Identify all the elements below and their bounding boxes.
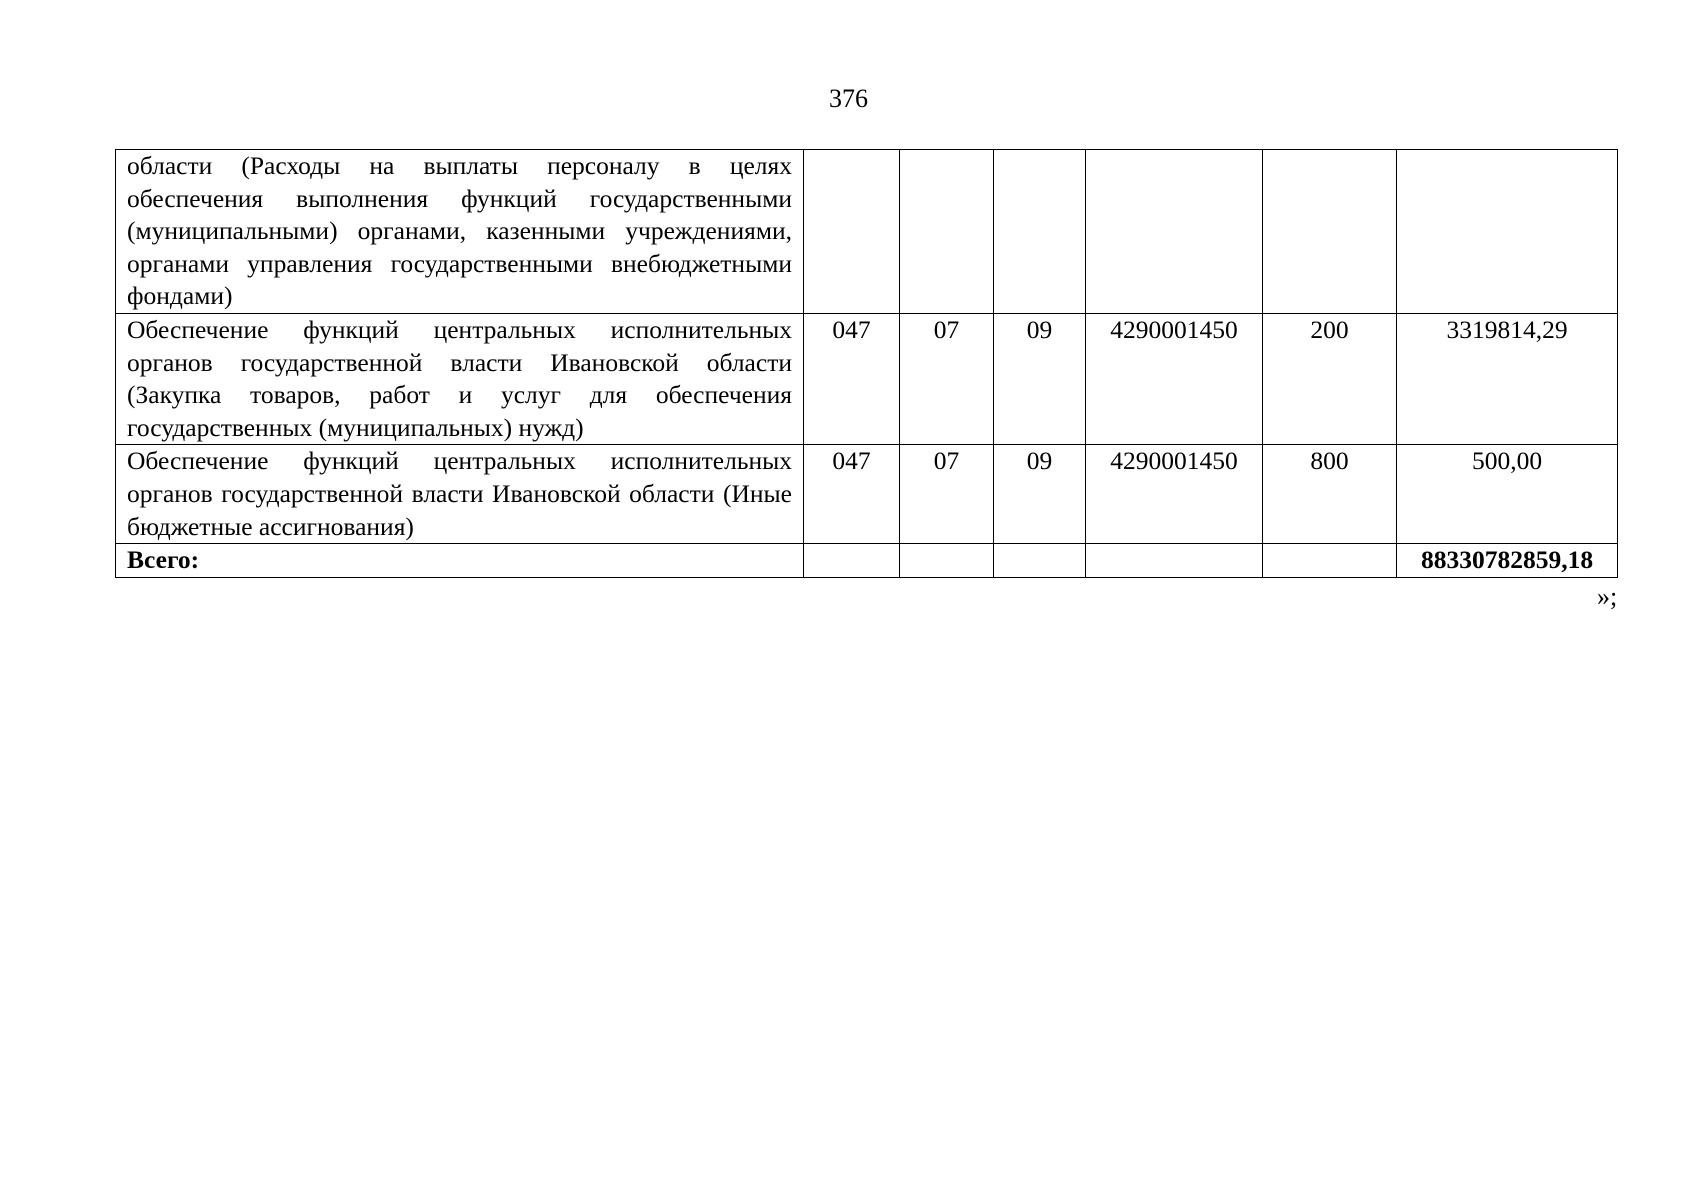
row-subsection-code	[994, 150, 1086, 314]
row-target-article	[1086, 150, 1263, 314]
row-description: области (Расходы на выплаты персоналу в целях обеспечения выполнения функций государственными (муниципальными) органами, казенными учреждениями, органами управления государственными внебюджетными фондами)	[116, 150, 804, 314]
row-target-article: 4290001450	[1086, 445, 1263, 544]
page-number: 376	[829, 84, 868, 113]
total-amount: 88330782859,18	[1397, 544, 1618, 578]
row-expense-type	[1263, 150, 1397, 314]
row-section-code: 07	[900, 445, 994, 544]
total-empty-cell	[1263, 544, 1397, 578]
row-ministry-code: 047	[804, 313, 900, 444]
row-expense-type: 800	[1263, 445, 1397, 544]
row-target-article: 4290001450	[1086, 313, 1263, 444]
row-ministry-code	[804, 150, 900, 314]
row-description: Обеспечение функций центральных исполнительных органов государственной власти Ивановской области (Иные бюджетные ассигнования)	[116, 445, 804, 544]
row-section-code: 07	[900, 313, 994, 444]
table-row	[116, 445, 1618, 544]
table-row	[116, 313, 1618, 444]
row-amount	[1397, 150, 1618, 314]
total-empty-cell	[804, 544, 900, 578]
row-ministry-code: 047	[804, 445, 900, 544]
row-section-code	[900, 150, 994, 314]
total-empty-cell	[900, 544, 994, 578]
row-amount: 3319814,29	[1397, 313, 1618, 444]
table-row	[116, 150, 1618, 314]
total-label: Всего:	[116, 544, 804, 578]
budget-table	[115, 149, 1618, 578]
row-subsection-code: 09	[994, 445, 1086, 544]
row-subsection-code: 09	[994, 313, 1086, 444]
total-empty-cell	[1086, 544, 1263, 578]
row-description: Обеспечение функций центральных исполнительных органов государственной власти Ивановской области (Закупка товаров, работ и услуг для обеспечения государственных (муниципальных) нужд)	[116, 313, 804, 444]
row-amount: 500,00	[1397, 445, 1618, 544]
row-expense-type: 200	[1263, 313, 1397, 444]
total-empty-cell	[994, 544, 1086, 578]
closing-quote-mark: »;	[1597, 582, 1618, 611]
total-row	[116, 544, 1618, 578]
